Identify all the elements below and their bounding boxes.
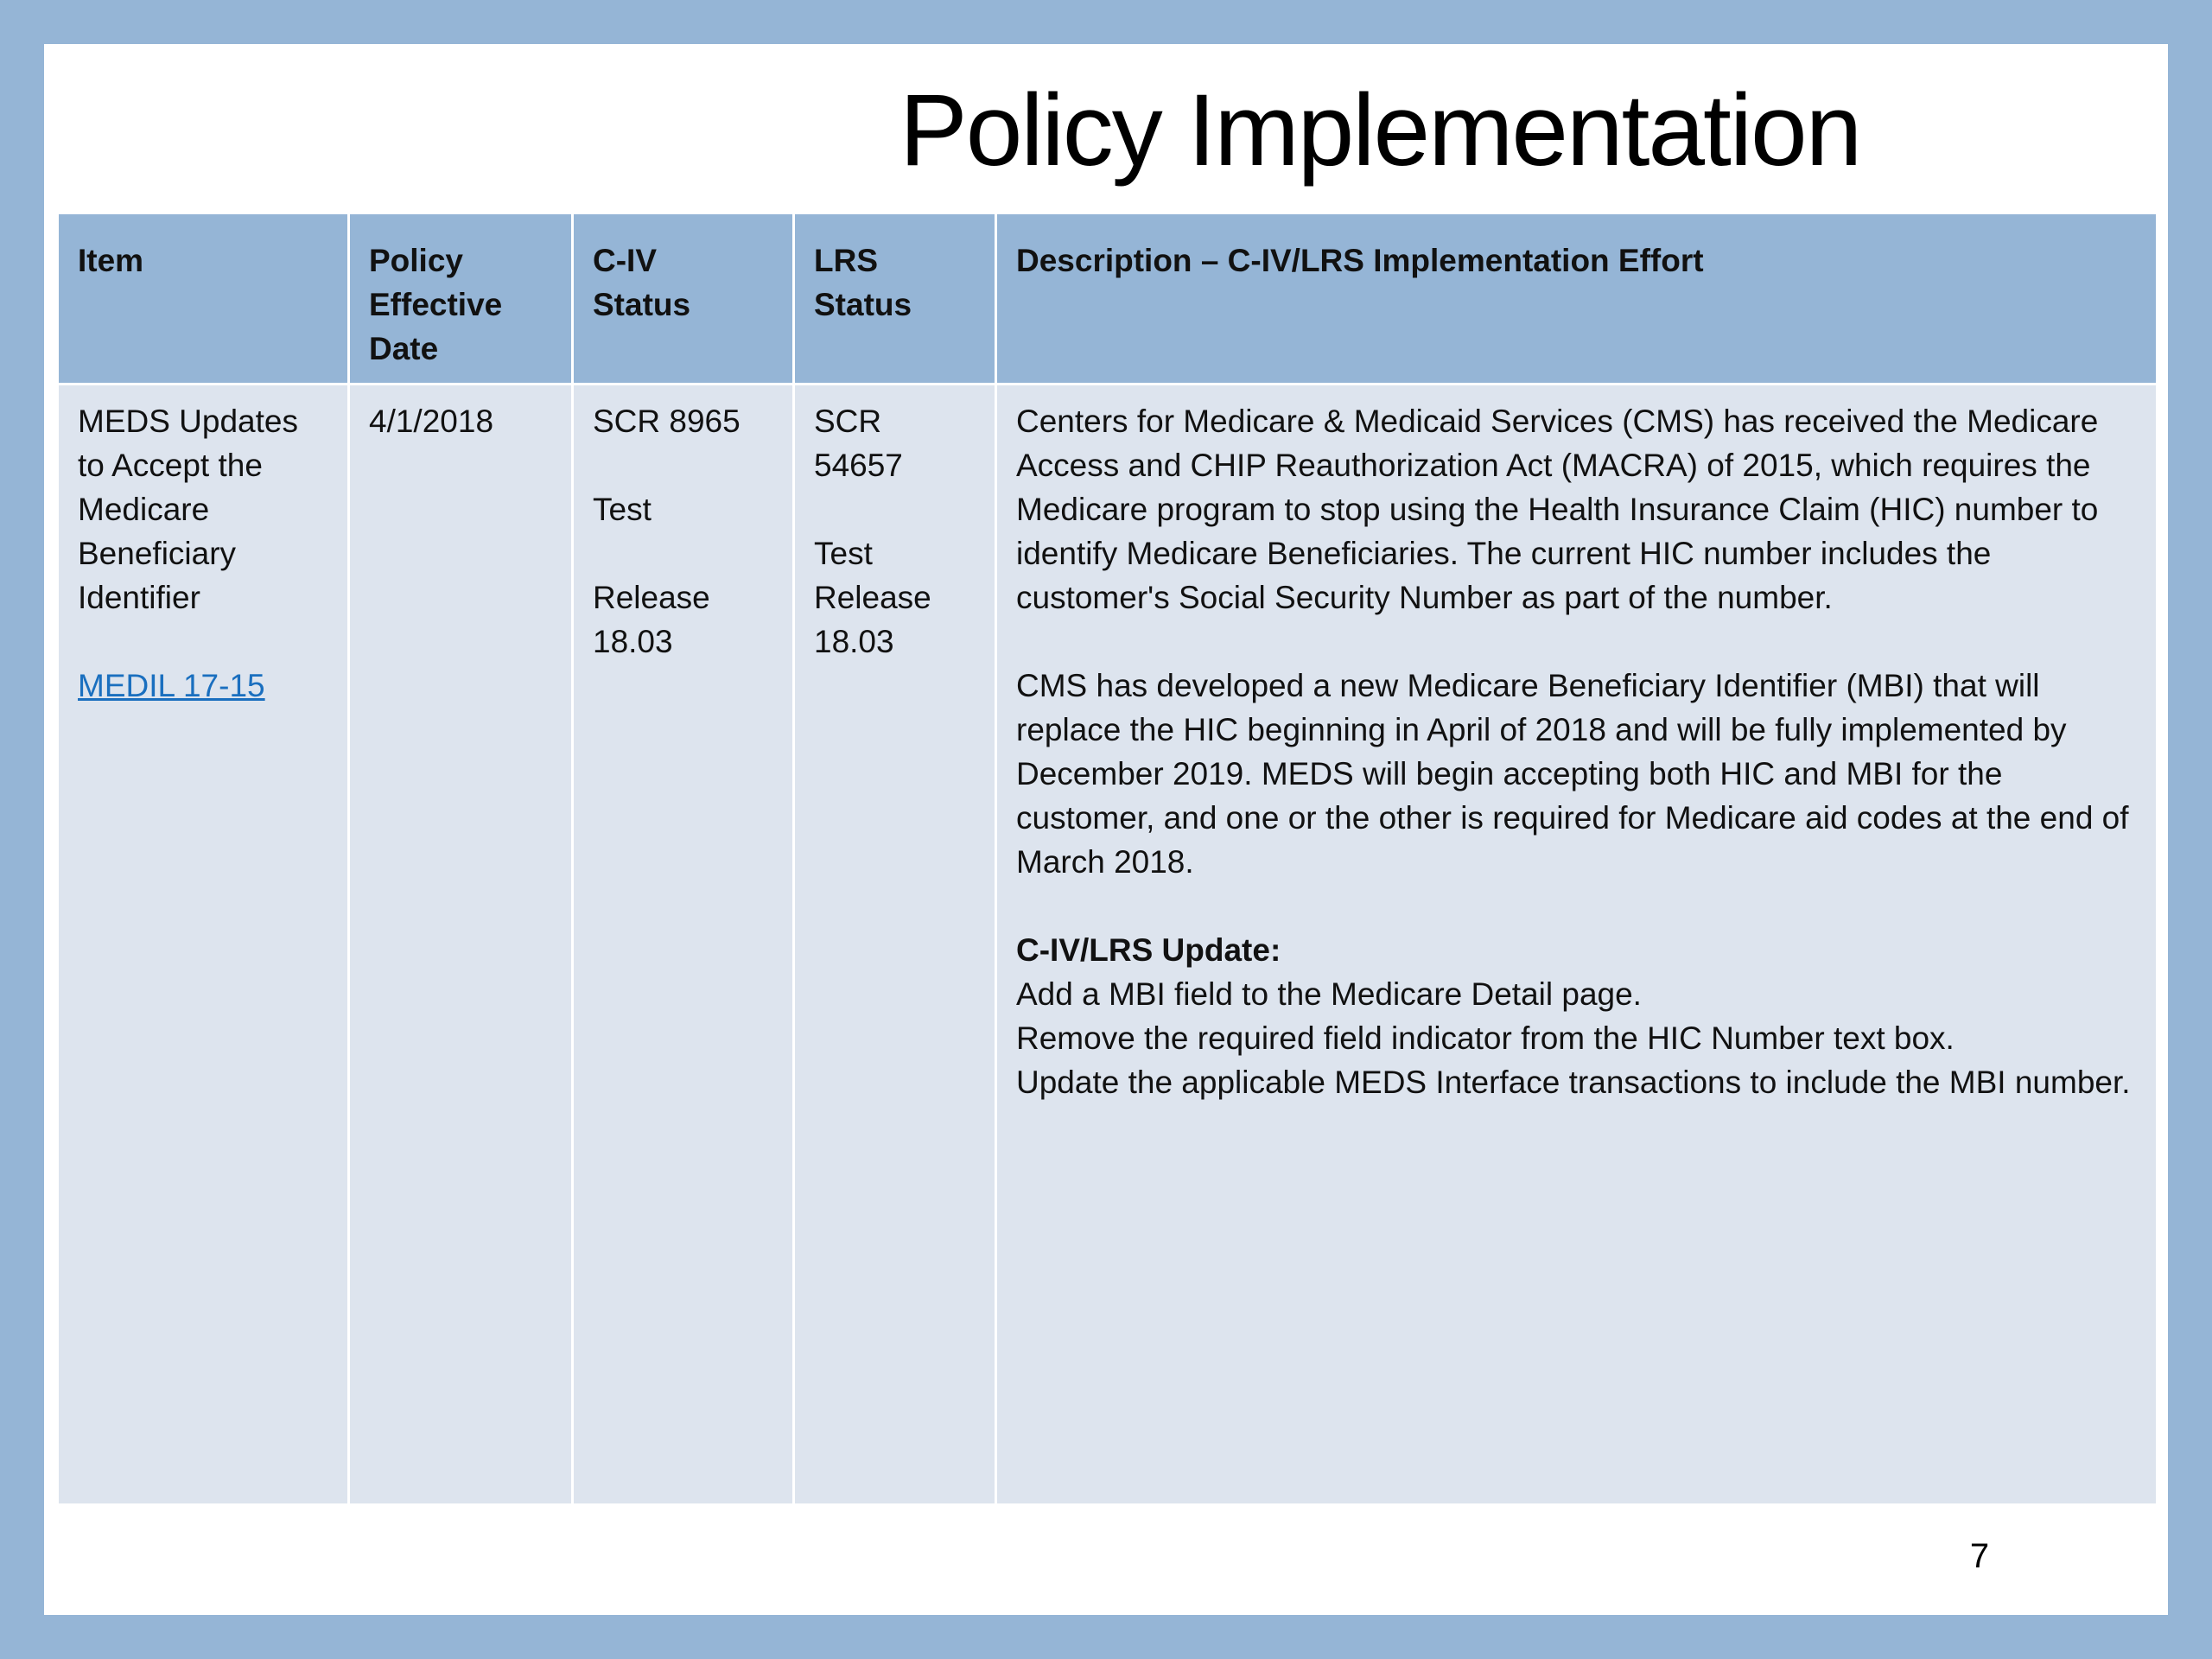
description-paragraph-macra: Centers for Medicare & Medicaid Services (CMS) has received the Medicare Access and CHIP Reauthorization Act (MACRA) of 2015, which requires the Medicare program to stop using the Health Insurance Claim (HIC) number to identify Medicare Beneficiaries. The current HIC number includes the customer's Social Security Number as part of the number. xyxy=(1016,404,2099,615)
lrs-release-line-1: Release xyxy=(814,580,931,615)
policy-date-cell xyxy=(349,385,573,1505)
lrs-scr-line-1: SCR xyxy=(814,404,882,439)
header-civ-status xyxy=(573,213,794,385)
header-policy-effective-date xyxy=(349,213,573,385)
slide-title: Policy Implementation xyxy=(899,73,1861,188)
lrs-phase: Test xyxy=(814,536,873,571)
lrs-scr-line-2: 54657 xyxy=(814,448,903,483)
civ-phase: Test xyxy=(593,492,652,527)
description-paragraph-mbi: CMS has developed a new Medicare Beneficiary Identifier (MBI) that will replace the HIC beginning in April of 2018 and will be fully implemented by December 2019. MEDS will begin accepting both HIC and MBI for the customer, and one or the other is required for Medicare aid codes at the end of March 2018. xyxy=(1016,668,2129,880)
policy-implementation-table xyxy=(56,212,2158,1506)
header-policy-date-line-3: Date xyxy=(369,331,439,366)
header-civ-status-line-2: Status xyxy=(593,287,691,322)
update-heading: C-IV/LRS Update: xyxy=(1016,932,1281,968)
item-line-1: MEDS Updates xyxy=(78,404,298,439)
update-line-1: Add a MBI field to the Medicare Detail page. xyxy=(1016,976,1642,1012)
update-line-2: Remove the required field indicator from the HIC Number text box. xyxy=(1016,1020,1955,1056)
header-item xyxy=(58,213,349,385)
header-policy-date-line-1: Policy xyxy=(369,243,463,278)
item-line-5: Identifier xyxy=(78,580,200,615)
slide xyxy=(44,44,2168,1615)
item-line-2: to Accept the xyxy=(78,448,263,483)
header-lrs-status-line-2: Status xyxy=(814,287,912,322)
header-lrs-status xyxy=(794,213,996,385)
page-number: 7 xyxy=(1969,1537,1990,1575)
table-header-row xyxy=(58,213,2158,385)
civ-status-cell xyxy=(573,385,794,1505)
table-row xyxy=(58,385,2158,1505)
description-cell xyxy=(996,385,2158,1505)
civ-spacer-2 xyxy=(593,531,773,575)
civ-scr: SCR 8965 xyxy=(593,404,741,439)
lrs-release-line-2: 18.03 xyxy=(814,624,894,659)
lrs-status-cell xyxy=(794,385,996,1505)
header-lrs-status-line-1: LRS xyxy=(814,243,878,278)
item-cell xyxy=(58,385,349,1505)
header-policy-date-line-2: Effective xyxy=(369,287,503,322)
item-line-4: Beneficiary xyxy=(78,536,237,571)
item-spacer xyxy=(78,620,328,664)
item-line-3: Medicare xyxy=(78,492,210,527)
header-civ-status-line-1: C-IV xyxy=(593,243,657,278)
header-description-label: Description – C-IV/LRS Implementation Effort xyxy=(1016,243,1704,278)
civ-release-line-1: Release xyxy=(593,580,710,615)
policy-date-value: 4/1/2018 xyxy=(369,404,494,439)
update-line-3: Update the applicable MEDS Interface transactions to include the MBI number. xyxy=(1016,1065,2131,1100)
medil-17-15-link[interactable]: MEDIL 17-15 xyxy=(78,668,265,703)
header-item-label: Item xyxy=(78,243,144,278)
civ-spacer-1 xyxy=(593,443,773,487)
header-description xyxy=(996,213,2158,385)
lrs-spacer xyxy=(814,487,976,531)
civ-release-line-2: 18.03 xyxy=(593,624,673,659)
